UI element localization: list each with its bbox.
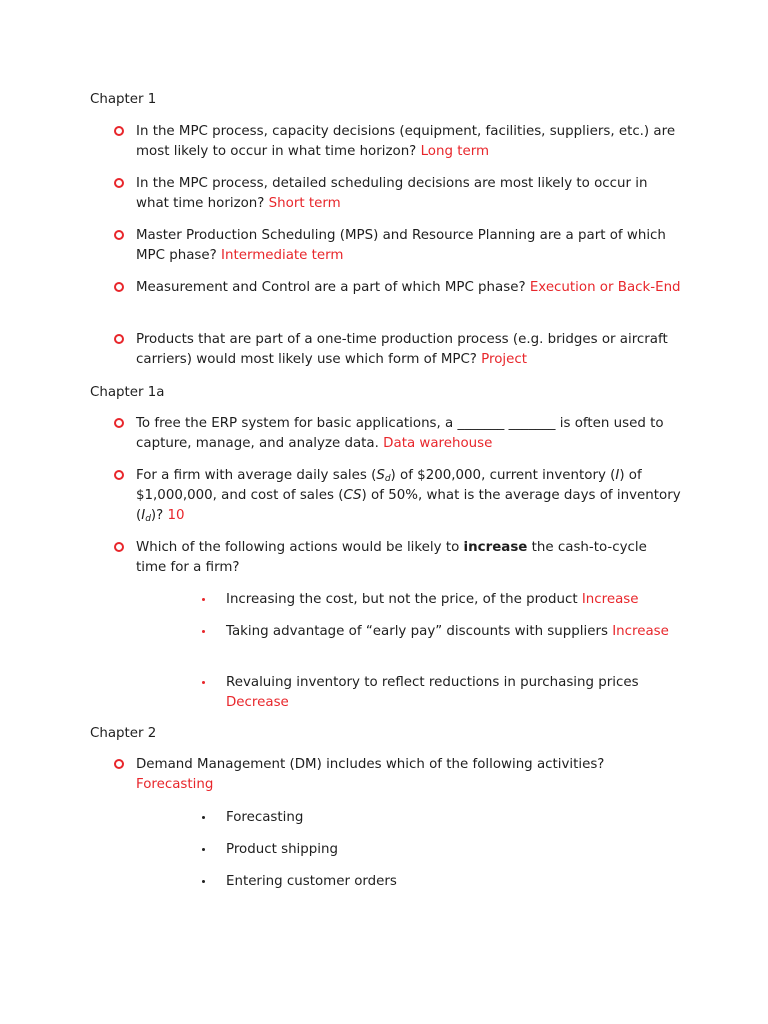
dot-bullet-icon <box>202 848 205 851</box>
activity-3: Entering customer orders <box>226 874 397 889</box>
sales-variable: S <box>376 468 385 483</box>
question-8-emphasis: increase <box>463 540 528 555</box>
dot-bullet-icon <box>202 630 205 633</box>
option-2-text: Taking advantage of “early pay” discounts with suppliers <box>226 624 608 639</box>
question-2-answer: Short term <box>268 196 341 211</box>
question-4-answer: Execution or Back-End <box>529 280 681 295</box>
chapter-1a-heading: Chapter 1a <box>90 385 165 400</box>
question-5 <box>136 330 681 370</box>
question-8 <box>136 538 681 578</box>
cost-of-sales-variable: CS <box>343 488 362 503</box>
question-9-answer: Forecasting <box>136 777 214 792</box>
activity-1: Forecasting <box>226 810 304 825</box>
dot-bullet-icon <box>202 598 205 601</box>
dot-bullet-icon <box>202 816 205 819</box>
question-8-part1: Which of the following actions would be likely to <box>136 540 460 555</box>
ring-bullet-icon <box>114 230 124 240</box>
ring-bullet-icon <box>114 126 124 136</box>
question-5-text: Products that are part of a one-time production process (e.g. bridges or aircraft carriers) would most likely use which form of MPC? <box>136 332 668 367</box>
sales-subscript: d <box>384 474 391 484</box>
chapter-2-heading: Chapter 2 <box>90 726 157 741</box>
ring-bullet-icon <box>114 542 124 552</box>
ring-bullet-icon <box>114 334 124 344</box>
option-3 <box>226 673 686 713</box>
question-7-part1: For a firm with average daily sales ( <box>136 468 377 483</box>
question-6-text: To free the ERP system for basic applications, a _______ _______ is often used to capture, manage, and analyze data. <box>136 416 664 451</box>
question-6-answer: Data warehouse <box>383 436 493 451</box>
question-5-answer: Project <box>481 352 527 367</box>
days-inventory-subscript: d <box>145 514 151 524</box>
option-1-text: Increasing the cost, but not the price, of the product <box>226 592 578 607</box>
question-2 <box>136 174 681 214</box>
ring-bullet-icon <box>114 470 124 480</box>
question-7 <box>136 466 681 526</box>
ring-bullet-icon <box>114 282 124 292</box>
question-7-part5: )? <box>150 508 164 523</box>
question-9-text: Demand Management (DM) includes which of the following activities? <box>136 757 605 772</box>
question-6 <box>136 414 681 454</box>
question-7-part2: ) of $200,000, current inventory ( <box>390 468 616 483</box>
question-1-text: In the MPC process, capacity decisions (equipment, facilities, suppliers, etc.) are most likely to occur in what time horizon? <box>136 124 676 159</box>
question-1 <box>136 122 681 162</box>
question-2-text: In the MPC process, detailed scheduling decisions are most likely to occur in what time horizon? <box>136 176 648 211</box>
question-7-part4: ) of 50%, what is the average days of inventory ( <box>136 488 681 523</box>
question-4 <box>136 278 681 298</box>
activity-2: Product shipping <box>226 842 338 857</box>
inventory-variable: I <box>615 468 620 483</box>
dot-bullet-icon <box>202 681 205 684</box>
question-7-part3: ) of $1,000,000, and cost of sales ( <box>136 468 642 503</box>
option-2-answer: Increase <box>612 624 669 639</box>
ring-bullet-icon <box>114 178 124 188</box>
question-8-part2: the cash-to-cycle time for a firm? <box>136 540 647 575</box>
chapter-1-heading: Chapter 1 <box>90 92 157 107</box>
option-1-answer: Increase <box>581 592 639 607</box>
option-1 <box>226 590 686 610</box>
option-3-answer: Decrease <box>226 695 289 710</box>
question-4-text: Measurement and Control are a part of which MPC phase? <box>136 280 526 295</box>
question-3-text: Master Production Scheduling (MPS) and Resource Planning are a part of which MPC phase? <box>136 228 666 263</box>
days-inventory-variable: I <box>141 508 146 523</box>
ring-bullet-icon <box>114 418 124 428</box>
dot-bullet-icon <box>202 880 205 883</box>
option-3-text: Revaluing inventory to reflect reductions in purchasing prices <box>226 675 639 690</box>
question-1-answer: Long term <box>420 144 490 159</box>
question-7-answer: 10 <box>167 508 185 523</box>
option-2 <box>226 622 686 642</box>
question-3 <box>136 226 681 266</box>
ring-bullet-icon <box>114 759 124 769</box>
question-3-answer: Intermediate term <box>221 248 344 263</box>
question-9 <box>136 755 681 795</box>
